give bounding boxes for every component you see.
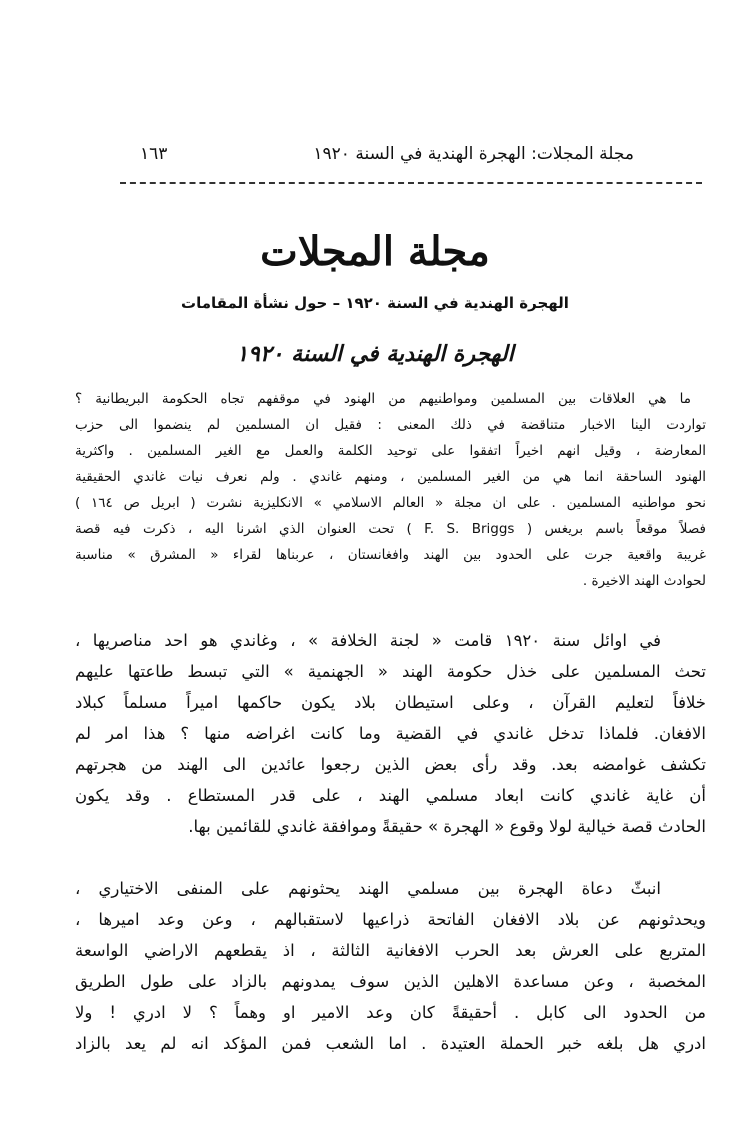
paragraph-2-line: خلافاً لتعليم القرآن ، وعلى استيطان بلاد يكون حاكمها اميراً مسلماً كبلاد	[75, 693, 706, 712]
header-divider	[120, 182, 702, 184]
paragraph-2-line: الافغان. فلماذا تدخل غاندي في القضية وما كانت اغراضه منها ؟ هذا امر لم	[75, 724, 706, 743]
paragraph-1-line: نحو مواطنيه المسلمين . على ان مجلة « العالم الاسلامي » الانكليزية نشرت ( ابريل ص ١٦٤ )	[75, 495, 706, 511]
running-header-title: مجلة المجلات: الهجرة الهندية في السنة ١٩٢٠	[313, 144, 634, 164]
paragraph-3-line: ويحدثونهم عن بلاد الافغان الفاتحة ذراعيها لاستقبالهم ، وعن وعد اميرها ،	[75, 910, 706, 929]
paragraph-3-line: المخصبة ، وعن مساعدة الاهلين الذين سوف يمدونهم بالزاد على طول الطريق	[75, 972, 706, 991]
paragraph-1-line: تواردت الينا الاخبار متناقضة في ذلك المعنى : فقيل ان المسلمين لم ينضموا الى حزب	[75, 417, 706, 433]
paragraph-3-line: من الحدود الى كابل . أحقيقةً كان وعد الامير او وهماً ؟ لا ادري ! ولا	[75, 1003, 706, 1022]
paragraph-1-line: المعارضة ، وقيل انهم اخيراً اتفقوا على توحيد الكلمة والعمل مع الغير المسلمين . واكثرية	[75, 443, 706, 459]
paragraph-1-line: لحوادث الهند الاخيرة .	[582, 573, 706, 589]
paragraph-2-line: تحث المسلمين على خذل حكومة الهند « الجهنمية » التي تبسط طاعتها عليهم	[75, 662, 706, 681]
paragraph-1-line: فصلاً موقعاً باسم بريغس ( F. S. Briggs ) تحت العنوان الذي اشرنا اليه ، ذكرت فيه قصة	[75, 521, 706, 537]
paragraph-2-line: الحادث قصة خيالية لولا وقوع « الهجرة » حقيقةً وموافقة غاندي للقائمين بها.	[188, 817, 706, 836]
paragraph-2-line: أن غاية غاندي كانت ابعاد مسلمي الهند ، على قدر المستطاع . وقد يكون	[75, 786, 706, 805]
masthead: مجلة المجلات	[260, 228, 490, 275]
page-number: ١٦٣	[140, 144, 168, 164]
paragraph-3-line: المتربع على العرش بعد الحرب الافغانية الثالثة ، اذ يقطعهم الاراضي الواسعة	[75, 941, 706, 960]
paragraph-2-line: في اوائل سنة ١٩٢٠ قامت « لجنة الخلافة » ، وغاندي هو احد مناصريها ،	[75, 631, 661, 650]
paragraph-2-line: تكشف غوامضه بعد. وقد رأى بعض الذين رجعوا عائدين الى الهند من هجرتهم	[75, 755, 706, 774]
paragraph-1-line: الهنود الساحقة انما هي من الغير المسلمين ، ومنهم غاندي . ولم نعرف نيات غاندي الحقيقية	[75, 469, 706, 485]
paragraph-3-line: ادري هل بلغه خبر الحملة العتيدة . اما الشعب فمن المؤكد انه لم يعد بالزاد	[75, 1034, 706, 1053]
section-subtitle: الهجرة الهندية في السنة ١٩٢٠ – حول نشأة المقامات	[181, 294, 569, 312]
paragraph-3-line: انبثّ دعاة الهجرة بين مسلمي الهند يحثونهم على المنفى الاختياري ،	[75, 879, 661, 898]
article-title: الهجرة الهندية في السنة ١٩٢٠	[236, 342, 514, 367]
paragraph-1-line: ما هي العلاقات بين المسلمين ومواطنيهم من الهنود في موقفهم تجاه الحكومة البريطانية ؟	[75, 391, 691, 407]
paragraph-1-line: غريبة واقعية جرت على الحدود بين الهند وافغانستان ، عربناها لقراء « المشرق » مناسبة	[75, 547, 706, 563]
